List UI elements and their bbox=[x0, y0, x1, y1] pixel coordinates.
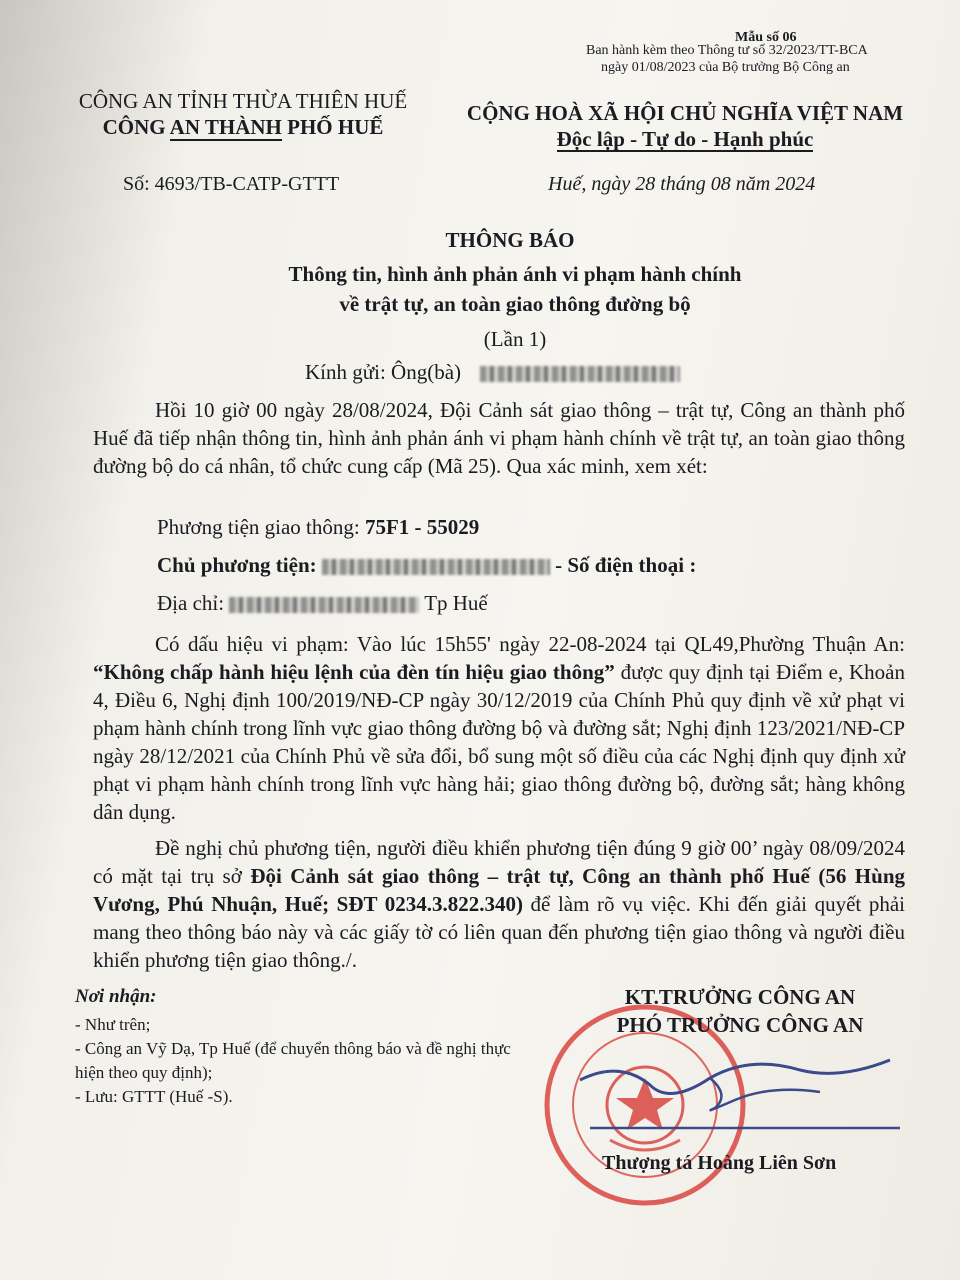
recipients-item: - Lưu: GTTT (Huế -S). bbox=[75, 1087, 233, 1106]
recipients-list bbox=[75, 1013, 535, 1109]
summons-text-pre: Đề nghị chủ phương tiện, người điều khiển phương tiện đúng 9 giờ 00’ ngày 08/09/2024 có mặt tại trụ sở bbox=[93, 836, 905, 888]
document-subtitle-1: Thông tin, hình ảnh phản ánh vi phạm hành chính bbox=[288, 262, 742, 286]
address-line bbox=[157, 591, 488, 616]
owner-label: Chủ phương tiện: bbox=[157, 553, 322, 577]
nation-motto: Độc lập - Tự do - Hạnh phúc bbox=[556, 127, 814, 151]
recipient-label: Kính gửi: Ông(bà) bbox=[305, 360, 462, 384]
notice-times: (Lần 1) bbox=[483, 327, 547, 351]
form-issued-line-1: Ban hành kèm theo Thông tư số 32/2023/TT-BCA bbox=[586, 43, 868, 58]
nation-name: CỘNG HOÀ XÃ HỘI CHỦ NGHĨA VIỆT NAM bbox=[466, 101, 904, 125]
phone-label: - Số điện thoại : bbox=[555, 553, 697, 577]
handwritten-signature bbox=[560, 1040, 920, 1150]
redacted-owner-name bbox=[322, 559, 550, 575]
summons-text-bold: Đội Cảnh sát giao thông – trật tự, Công an thành phố Huế (56 Hùng Vương, Phú Nhuận, Huế; SĐT 0234.3.822.340) bbox=[93, 864, 905, 916]
violation-text-post: được quy định tại Điểm e, Khoản 4, Điều 6, Nghị định 100/2019/NĐ-CP ngày 30/12/2019 của Chính Phủ quy định về xử phạt vi phạm hành chính trong lĩnh vực giao thông đường bộ và đường sắt; Nghị định 123/2021/NĐ-CP ngày 28/12/2021 của Chính Phủ về sửa đổi, bổ sung một số điều của các Nghị định quy định xử phạt vi phạm hành chính trong lĩnh vực hàng hải; giao thông đường bộ, đường sắt; hàng không dân dụng. bbox=[93, 660, 905, 824]
signature-block bbox=[575, 983, 905, 1039]
paragraph-receipt bbox=[93, 396, 905, 480]
form-number: Mẫu số 06 bbox=[735, 30, 797, 45]
issuing-agency bbox=[68, 88, 418, 140]
vehicle-line bbox=[157, 515, 479, 540]
agency-name bbox=[68, 114, 418, 140]
document-number: Số: 4693/TB-CATP-GTTT bbox=[123, 173, 340, 195]
form-issued-line-2: ngày 01/08/2023 của Bộ trưởng Bộ Công an bbox=[601, 60, 850, 75]
agency-parent: CÔNG AN TỈNH THỪA THIÊN HUẾ bbox=[78, 89, 408, 113]
recipient-line bbox=[305, 360, 680, 385]
vehicle-plate: 75F1 - 55029 bbox=[364, 515, 480, 539]
recipients-title: Nơi nhận: bbox=[75, 986, 157, 1007]
agency-name-underlined: AN THÀNH bbox=[169, 115, 282, 139]
violation-text-bold: “Không chấp hành hiệu lệnh của đèn tín hiệu giao thông” bbox=[93, 660, 615, 684]
paragraph-violation bbox=[93, 630, 905, 826]
redacted-address bbox=[229, 597, 419, 613]
summons-text-post: để làm rõ vụ việc. Khi đến giải quyết phải mang theo thông báo này và các giấy tờ có liên quan đến phương tiện giao thông và người điều khiển phương tiện giao thông./. bbox=[93, 892, 905, 972]
redacted-recipient-name bbox=[480, 366, 680, 382]
signature-title-1: KT.TRƯỞNG CÔNG AN bbox=[624, 985, 856, 1009]
owner-line bbox=[157, 553, 696, 578]
form-issued-note bbox=[586, 42, 868, 76]
document-title: THÔNG BÁO bbox=[445, 228, 575, 252]
address-label: Địa chỉ: bbox=[157, 591, 230, 615]
document-subtitle-2: về trật tự, an toàn giao thông đường bộ bbox=[339, 292, 691, 316]
recipients-item: - Công an Vỹ Dạ, Tp Huế (để chuyển thông báo và đề nghị thực hiện theo quy định); bbox=[75, 1039, 511, 1082]
document-date: Huế, ngày 28 tháng 08 năm 2024 bbox=[548, 173, 816, 195]
agency-name-post: PHỐ HUẾ bbox=[281, 115, 384, 139]
recipients-item: - Như trên; bbox=[75, 1015, 151, 1034]
violation-text-pre: Có dấu hiệu vi phạm: Vào lúc 15h55' ngày 22-08-2024 tại QL49,Phường Thuận An: bbox=[155, 632, 905, 656]
paragraph-receipt-text: Hồi 10 giờ 00 ngày 28/08/2024, Đội Cảnh sát giao thông – trật tự, Công an thành phố Huế đã tiếp nhận thông tin, hình ảnh phản ánh vi phạm hành chính về trật tự, an toàn giao thông đường bộ do cá nhân, tổ chức cung cấp (Mã 25). Qua xác minh, xem xét: bbox=[93, 398, 905, 478]
vehicle-label: Phương tiện giao thông: bbox=[157, 515, 365, 539]
paragraph-summons bbox=[93, 834, 905, 974]
agency-name-pre: CÔNG bbox=[102, 115, 170, 139]
signer-name: Thượng tá Hoàng Liên Sơn bbox=[602, 1152, 837, 1174]
signature-title-2: PHÓ TRƯỞNG CÔNG AN bbox=[616, 1013, 864, 1037]
national-header bbox=[455, 100, 915, 152]
address-city: Tp Huế bbox=[424, 591, 488, 615]
